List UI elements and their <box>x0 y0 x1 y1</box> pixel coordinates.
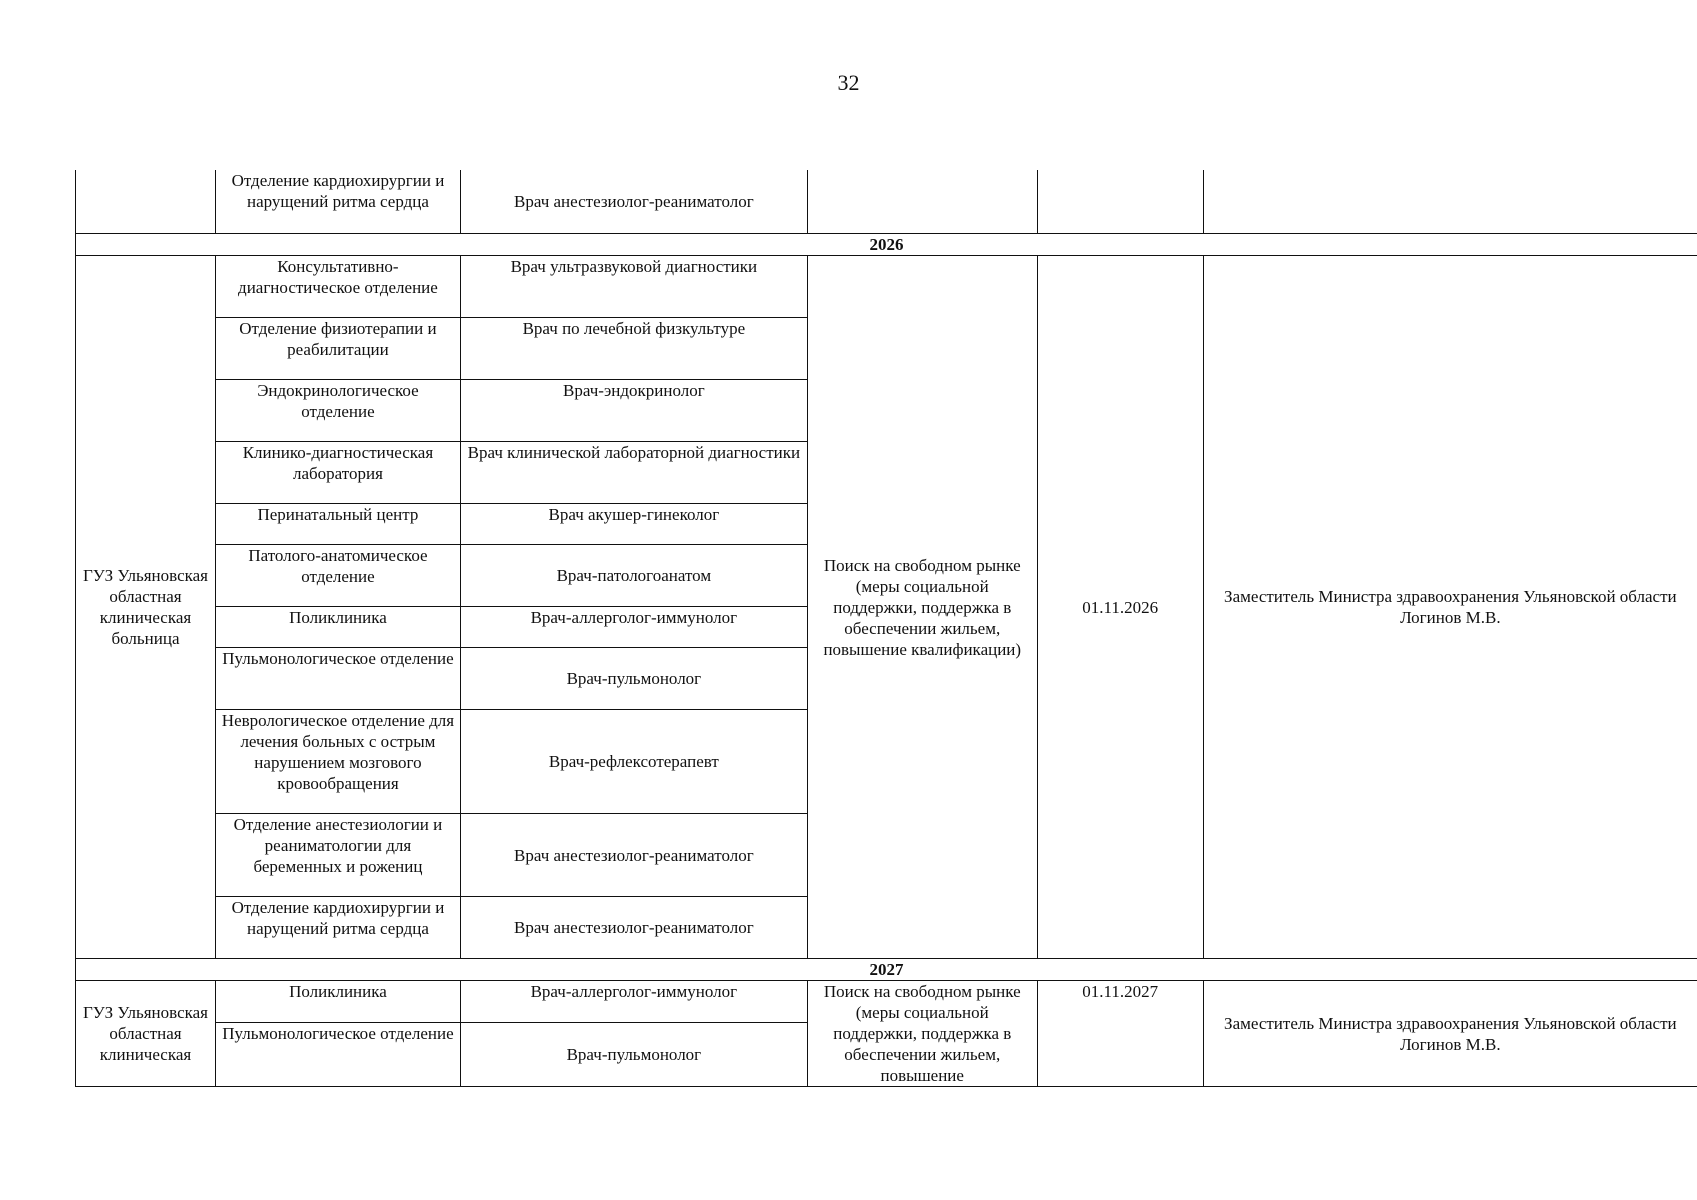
department-cell: Патолого-анатомическое отделение <box>215 545 460 607</box>
year-row-2026 <box>76 234 1697 256</box>
position-cell: Врач-пульмонолог <box>460 648 807 710</box>
year-heading: 2027 <box>76 959 1697 981</box>
institution-cell <box>76 170 216 234</box>
department-cell: Отделение кардиохирургии и нарущений ритма сердца <box>215 170 460 234</box>
position-cell: Врач анестезиолог-реаниматолог <box>460 897 807 959</box>
department-cell: Пульмонологическое отделение <box>215 1023 460 1087</box>
staffing-table <box>75 170 1697 1087</box>
position-cell: Врач-эндокринолог <box>460 380 807 442</box>
position-cell: Врач-аллерголог-иммунолог <box>460 607 807 648</box>
department-cell: Консультативно-диагностическое отделение <box>215 256 460 318</box>
department-cell: Клинико-диагностическая лаборатория <box>215 442 460 504</box>
deadline-cell: 01.11.2027 <box>1037 981 1203 1087</box>
institution-cell: ГУЗ Ульяновская областная клиническая <box>76 981 216 1087</box>
department-cell: Отделение анестезиологии и реаниматологии для беременных и рожениц <box>215 814 460 897</box>
position-cell: Врач акушер-гинеколог <box>460 504 807 545</box>
institution-cell: ГУЗ Ульяновская областная клиническая больница <box>76 256 216 959</box>
table-row <box>76 256 1697 318</box>
measures-cell: Поиск на свободном рынке (меры социальной поддержки, поддержка в обеспечении жильем, повышение квалификации) <box>807 256 1037 959</box>
page-number: 32 <box>837 70 860 95</box>
deadline-cell <box>1037 170 1203 234</box>
position-cell: Врач по лечебной физкультуре <box>460 318 807 380</box>
position-cell: Врач анестезиолог-реаниматолог <box>460 170 807 234</box>
table-row <box>76 170 1697 234</box>
position-cell: Врач ультразвуковой диагностики <box>460 256 807 318</box>
table-row <box>76 981 1697 1023</box>
department-cell: Поликлиника <box>215 981 460 1023</box>
position-cell: Врач клинической лабораторной диагностики <box>460 442 807 504</box>
responsible-cell <box>1203 170 1697 234</box>
measures-cell <box>807 170 1037 234</box>
position-cell: Врач-аллерголог-иммунолог <box>460 981 807 1023</box>
position-cell: Врач-рефлексотерапевт <box>460 710 807 814</box>
position-cell: Врач-патологоанатом <box>460 545 807 607</box>
department-cell: Отделение физиотерапии и реабилитации <box>215 318 460 380</box>
measures-cell: Поиск на свободном рынке (меры социальной поддержки, поддержка в обеспечении жильем, повышение <box>807 981 1037 1087</box>
year-row-2027 <box>76 959 1697 981</box>
department-cell: Перинатальный центр <box>215 504 460 545</box>
year-heading: 2026 <box>76 234 1697 256</box>
position-cell: Врач анестезиолог-реаниматолог <box>460 814 807 897</box>
deadline-cell: 01.11.2026 <box>1037 256 1203 959</box>
department-cell: Пульмонологическое отделение <box>215 648 460 710</box>
responsible-cell: Заместитель Министра здравоохранения Ульяновской области Логинов М.В. <box>1203 981 1697 1087</box>
position-cell: Врач-пульмонолог <box>460 1023 807 1087</box>
responsible-cell: Заместитель Министра здравоохранения Ульяновской области Логинов М.В. <box>1203 256 1697 959</box>
department-cell: Неврологическое отделение для лечения больных с острым нарушением мозгового кровообращения <box>215 710 460 814</box>
department-cell: Отделение кардиохирургии и нарущений ритма сердца <box>215 897 460 959</box>
department-cell: Поликлиника <box>215 607 460 648</box>
department-cell: Эндокринологическое отделение <box>215 380 460 442</box>
